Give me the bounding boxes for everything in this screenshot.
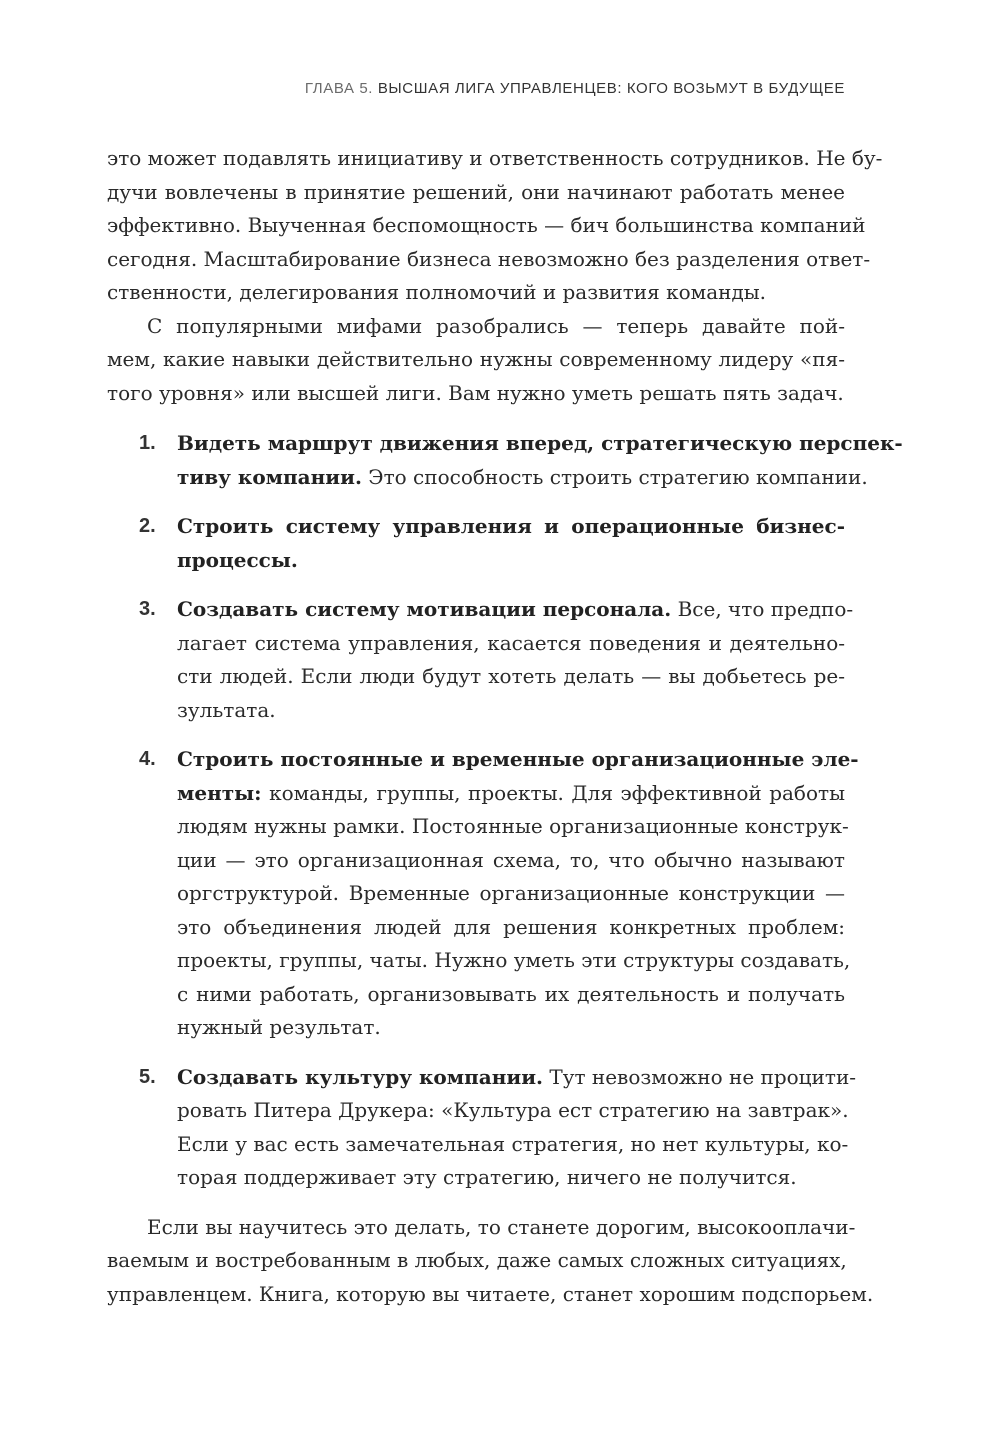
text-line	[177, 844, 845, 878]
bold-phrase: менты:	[177, 780, 262, 805]
text-line	[177, 777, 845, 811]
text-line	[177, 461, 868, 495]
list-item	[107, 743, 859, 1045]
page-body	[107, 142, 903, 1311]
chapter-label: ГЛАВА 5.	[304, 80, 374, 97]
line-text: зультата.	[177, 697, 276, 722]
text-line	[177, 627, 845, 661]
running-header	[305, 80, 845, 97]
list-item	[107, 593, 854, 727]
bold-phrase: Создавать культуру компании.	[177, 1064, 543, 1089]
list-number: 5.	[139, 1065, 156, 1088]
paragraph-skills	[107, 310, 845, 411]
bold-phrase: процессы.	[177, 547, 298, 572]
line-text: торая поддерживает эту стратегию, ничего не получится.	[177, 1165, 797, 1189]
text-line	[177, 1161, 845, 1195]
list-number: 2.	[139, 515, 156, 537]
line-text: Если у вас есть замечательная стратегия, но нет культуры, ко-	[177, 1131, 849, 1156]
text-line: эффективно. Выученная беспомощность — бич большинства компаний	[107, 213, 866, 237]
text-line	[177, 1094, 849, 1128]
bold-phrase: Строить постоянные и временные организационные эле-	[177, 747, 859, 771]
list-item	[107, 427, 903, 494]
line-text: ровать Питера Друкера: «Культура ест стратегию на завтрак».	[177, 1098, 849, 1122]
list-item	[107, 510, 845, 577]
line-text: людям нужны рамки. Постоянные организационные конструк-	[177, 814, 849, 838]
text-line: С популярными мифами разобрались — теперь давайте пой-	[147, 313, 845, 338]
bold-phrase: Создавать систему мотивации персонала.	[177, 597, 672, 621]
line-text: проекты, группы, чаты. Нужно уметь эти структуры создавать,	[177, 948, 851, 972]
line-text: сти людей. Если люди будут хотеть делать — вы добьетесь ре-	[177, 664, 845, 688]
line-text: Это способность строить стратегию компании.	[361, 464, 868, 489]
list-item	[107, 1061, 857, 1195]
skills-list	[107, 427, 903, 1195]
list-number: 1.	[139, 432, 156, 454]
text-line: того уровня» или высшей лиги. Вам нужно уметь решать пять задач.	[107, 380, 844, 405]
text-line	[177, 1061, 857, 1095]
text-line	[177, 593, 854, 627]
text-line	[177, 510, 845, 544]
text-line: сегодня. Масштабирование бизнеса невозможно без разделения ответ-	[107, 246, 871, 271]
bold-phrase: Видеть маршрут движения вперед, стратегическую перспек-	[177, 431, 903, 455]
text-line: ваемым и востребованным в любых, даже самых сложных ситуациях,	[107, 1248, 847, 1272]
line-text: ции — это организационная схема, то, что обычно называют	[177, 847, 845, 872]
text-line	[177, 978, 845, 1012]
paragraph-closing	[107, 1211, 874, 1312]
bold-phrase: тиву компании.	[177, 464, 362, 489]
line-text: Тут невозможно не процити-	[543, 1064, 857, 1089]
text-line	[177, 1128, 849, 1162]
text-line	[177, 544, 845, 578]
line-text: с ними работать, организовывать их деятельность и получать	[177, 981, 845, 1006]
paragraph-intro	[107, 142, 883, 310]
bold-phrase: Строить систему управления и операционные бизнес-	[177, 514, 845, 538]
text-line	[177, 660, 845, 694]
line-text: нужный результат.	[177, 1015, 381, 1039]
text-line	[177, 694, 845, 728]
text-line: управленцем. Книга, которую вы читаете, станет хорошим подспорьем.	[107, 1281, 874, 1306]
line-text: это объединения людей для решения конкретных проблем:	[177, 914, 845, 939]
text-line: дучи вовлечены в принятие решений, они начинают работать менее	[107, 179, 845, 204]
line-text: оргструктурой. Временные организационные конструкции —	[177, 881, 845, 905]
list-number: 3.	[139, 598, 156, 620]
text-line: Если вы научитесь это делать, то станете дорогим, высокооплачи-	[147, 1214, 856, 1239]
text-line	[177, 810, 849, 844]
line-text: лагает система управления, касается поведения и деятельно-	[177, 630, 845, 655]
text-line: мем, какие навыки действительно нужны современному лидеру «пя-	[107, 347, 845, 371]
text-line	[177, 944, 851, 978]
line-text: команды, группы, проекты. Для эффективной работы	[261, 780, 845, 805]
text-line	[177, 911, 845, 945]
text-line	[177, 427, 903, 461]
text-line: это может подавлять инициативу и ответственность сотрудников. Не бу-	[107, 146, 883, 170]
list-number: 4.	[139, 748, 156, 770]
text-line	[177, 1011, 845, 1045]
chapter-title: ВЫСШАЯ ЛИГА УПРАВЛЕНЦЕВ: КОГО ВОЗЬМУТ В БУДУЩЕЕ	[377, 80, 845, 97]
text-line: ственности, делегирования полномочий и развития команды.	[107, 280, 767, 304]
text-line	[177, 743, 859, 777]
line-text: Все, что предпо-	[671, 597, 854, 621]
text-line	[177, 877, 845, 911]
